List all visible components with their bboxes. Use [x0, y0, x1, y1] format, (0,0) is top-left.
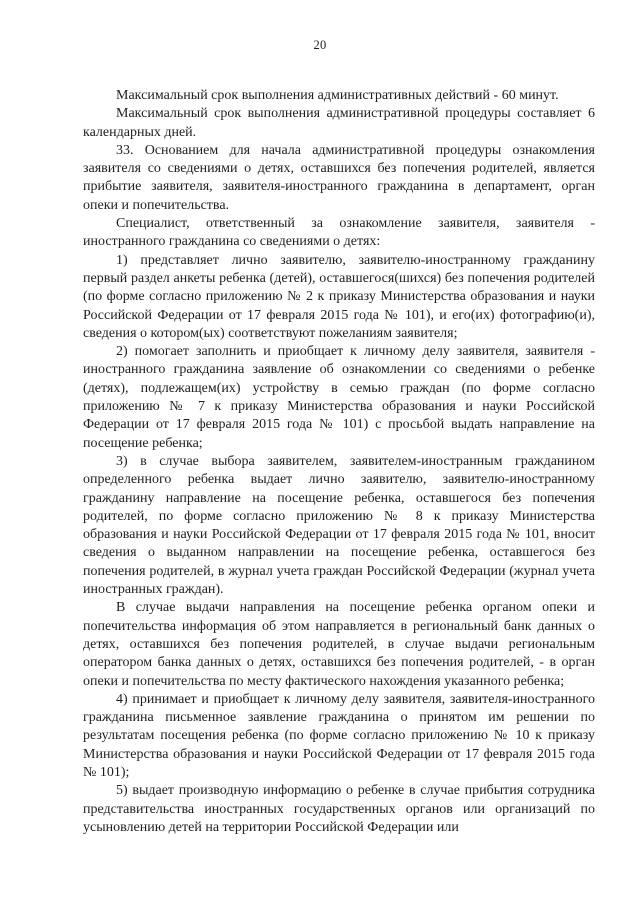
page-number: 20 — [313, 38, 327, 52]
paragraph-max-time-actions: Максимальный срок выполнения административных действий - 60 минут. — [116, 88, 559, 103]
paragraph-referral-note: В случае выдачи направления на посещение ребенка органом опеки и попечительства информация об этом направляется в региональный банк данных о детях, оставшихся без попечения родителей, в случае выдачи региональным оператором банка данных о детях, оставшихся без попечения родителей, - в орган опеки и попечительства по месту фактического нахождения указанного ребенка; — [83, 600, 595, 689]
paragraph-subitem-2: 2) помогает заполнить и приобщает к личному делу заявителя, заявителя - иностранного гражданина заявление об ознакомлении со сведениями о ребенке (детях), подлежащем(их) устройству в семью граждан (по форме согласно приложению № 7 к приказу Министерства образования и науки Российской Федерации от 17 февраля 2015 года № 101) с просьбой выдать направление на посещение ребенка; — [83, 344, 595, 451]
paragraph-item-33: 33. Основанием для начала административной процедуры ознакомления заявителя со сведениями о детях, оставшихся без попечения родителей, является прибытие заявителя, заявителя-иностранного гражданина в департамент, орган опеки и попечительства. — [83, 142, 595, 213]
paragraph-max-time-procedure: Максимальный срок выполнения административной процедуры составляет 6 календарных дней. — [83, 106, 595, 140]
paragraph-specialist-intro: Специалист, ответственный за ознакомление заявителя, заявителя - иностранного гражданина со сведениями о детях: — [83, 216, 595, 250]
document-body — [83, 87, 595, 837]
paragraph-subitem-4: 4) принимает и приобщает к личному делу заявителя, заявителя-иностранного гражданина письменное заявление гражданина о принятом им решении по результатам посещения ребенка (по форме согласно приложению № 10 к приказу Министерства образования и науки Российской Федерации от 17 февраля 2015 года № 101); — [83, 691, 595, 780]
paragraph-subitem-5: 5) выдает производную информацию о ребенке в случае прибытия сотрудника представительства иностранных государственных органов или организаций по усыновлению детей на территории Российской Федерации или — [83, 783, 595, 835]
paragraph-subitem-3: 3) в случае выбора заявителем, заявителем-иностранным гражданином определенного ребенка выдает лично заявителю, заявителю-иностранному гражданину направление на посещение ребенка, оставшегося без попечения родителей, по форме согласно приложению № 8 к приказу Министерства образования и науки Российской Федерации от 17 февраля 2015 года № 101, вносит сведения о выданном направлении на посещение ребенка, оставшегося без попечения родителей, в журнал учета граждан Российской Федерации (журнал учета иностранных граждан). — [83, 453, 595, 598]
paragraph-subitem-1: 1) представляет лично заявителю, заявителю-иностранному гражданину первый раздел анкеты ребенка (детей), оставшегося(шихся) без попечения родителей (по форме согласно приложению № 2 к приказу Министерства образования и науки Российской Федерации от 17 февраля 2015 года № 101), и его(их) фотографию(и), сведения о котором(ых) соответствуют пожеланиям заявителя; — [83, 252, 595, 341]
